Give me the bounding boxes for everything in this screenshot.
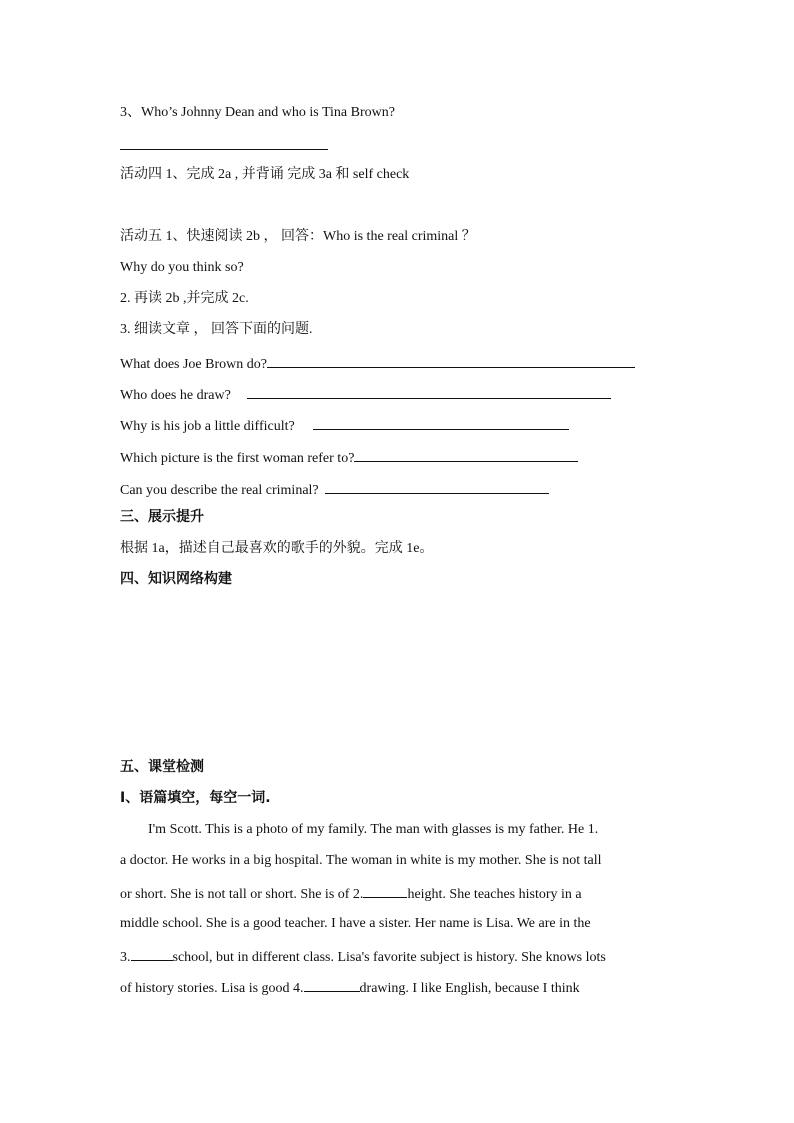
activity-5-line2: Why do you think so? (120, 260, 244, 275)
passage-blank-2[interactable] (363, 883, 407, 898)
answer-blank[interactable] (354, 447, 578, 462)
passage-line-6 (120, 977, 672, 998)
passage-text: 3. (120, 950, 131, 965)
passage-text: of history stories. Lisa is good 4. (120, 981, 304, 996)
passage-text: height. She teaches history in a (407, 887, 582, 902)
answer-blank[interactable] (325, 479, 549, 494)
passage-line-1: I'm Scott. This is a photo of my family. The man with glasses is my father. He 1. (148, 822, 599, 837)
passage-line-2: a doctor. He works in a big hospital. The woman in white is my mother. She is not tall (120, 853, 602, 868)
section-3-title: 三、展示提升 (120, 509, 204, 525)
question-row-1 (120, 353, 635, 374)
question-3: 3、Who’s Johnny Dean and who is Tina Brown? (120, 105, 395, 120)
question-row-5 (120, 479, 549, 500)
passage-text: school, but in different class. Lisa's favorite subject is history. She knows lots (172, 950, 606, 965)
answer-blank[interactable] (267, 353, 635, 368)
passage-line-5 (120, 946, 672, 967)
section-3-text: 根据 1a，描述自己最喜欢的歌手的外貌。完成 1e。 (120, 541, 434, 556)
passage-blank-3[interactable] (131, 946, 173, 961)
activity-4: 活动四 1、完成 2a , 并背诵 完成 3a 和 self check (120, 167, 410, 182)
question-row-3 (120, 415, 569, 436)
activity-5-line3: 2. 再读 2b ,并完成 2c. (120, 291, 249, 306)
answer-blank[interactable] (313, 415, 569, 430)
passage-line-3 (120, 883, 672, 904)
question-text: Why is his job a little difficult? (120, 419, 295, 434)
activity-5-line1: 活动五 1、快速阅读 2b ， 回答：Who is the real criminal ？ (120, 229, 476, 244)
section-5-subtitle: Ⅰ、语篇填空，每空一词. (120, 790, 271, 806)
passage-blank-4[interactable] (304, 977, 360, 992)
question-text: Which picture is the first woman refer to? (120, 451, 355, 466)
answer-blank[interactable] (247, 384, 611, 399)
activity-5-line4: 3. 细读文章 ， 回答下面的问题. (120, 322, 313, 337)
question-row-4 (120, 447, 578, 468)
question-text: Who does he draw? (120, 388, 231, 403)
question-row-2 (120, 384, 611, 405)
section-4-title: 四、知识网络构建 (120, 571, 232, 587)
question-text: What does Joe Brown do? (120, 357, 267, 372)
question-text: Can you describe the real criminal? (120, 483, 319, 498)
passage-text: drawing. I like English, because I think (359, 981, 580, 996)
answer-line-q3 (120, 149, 328, 150)
passage-text: or short. She is not tall or short. She is of 2. (120, 887, 364, 902)
passage-line-4: middle school. She is a good teacher. I have a sister. Her name is Lisa. We are in the (120, 916, 591, 931)
section-5-title: 五、课堂检测 (120, 759, 204, 775)
